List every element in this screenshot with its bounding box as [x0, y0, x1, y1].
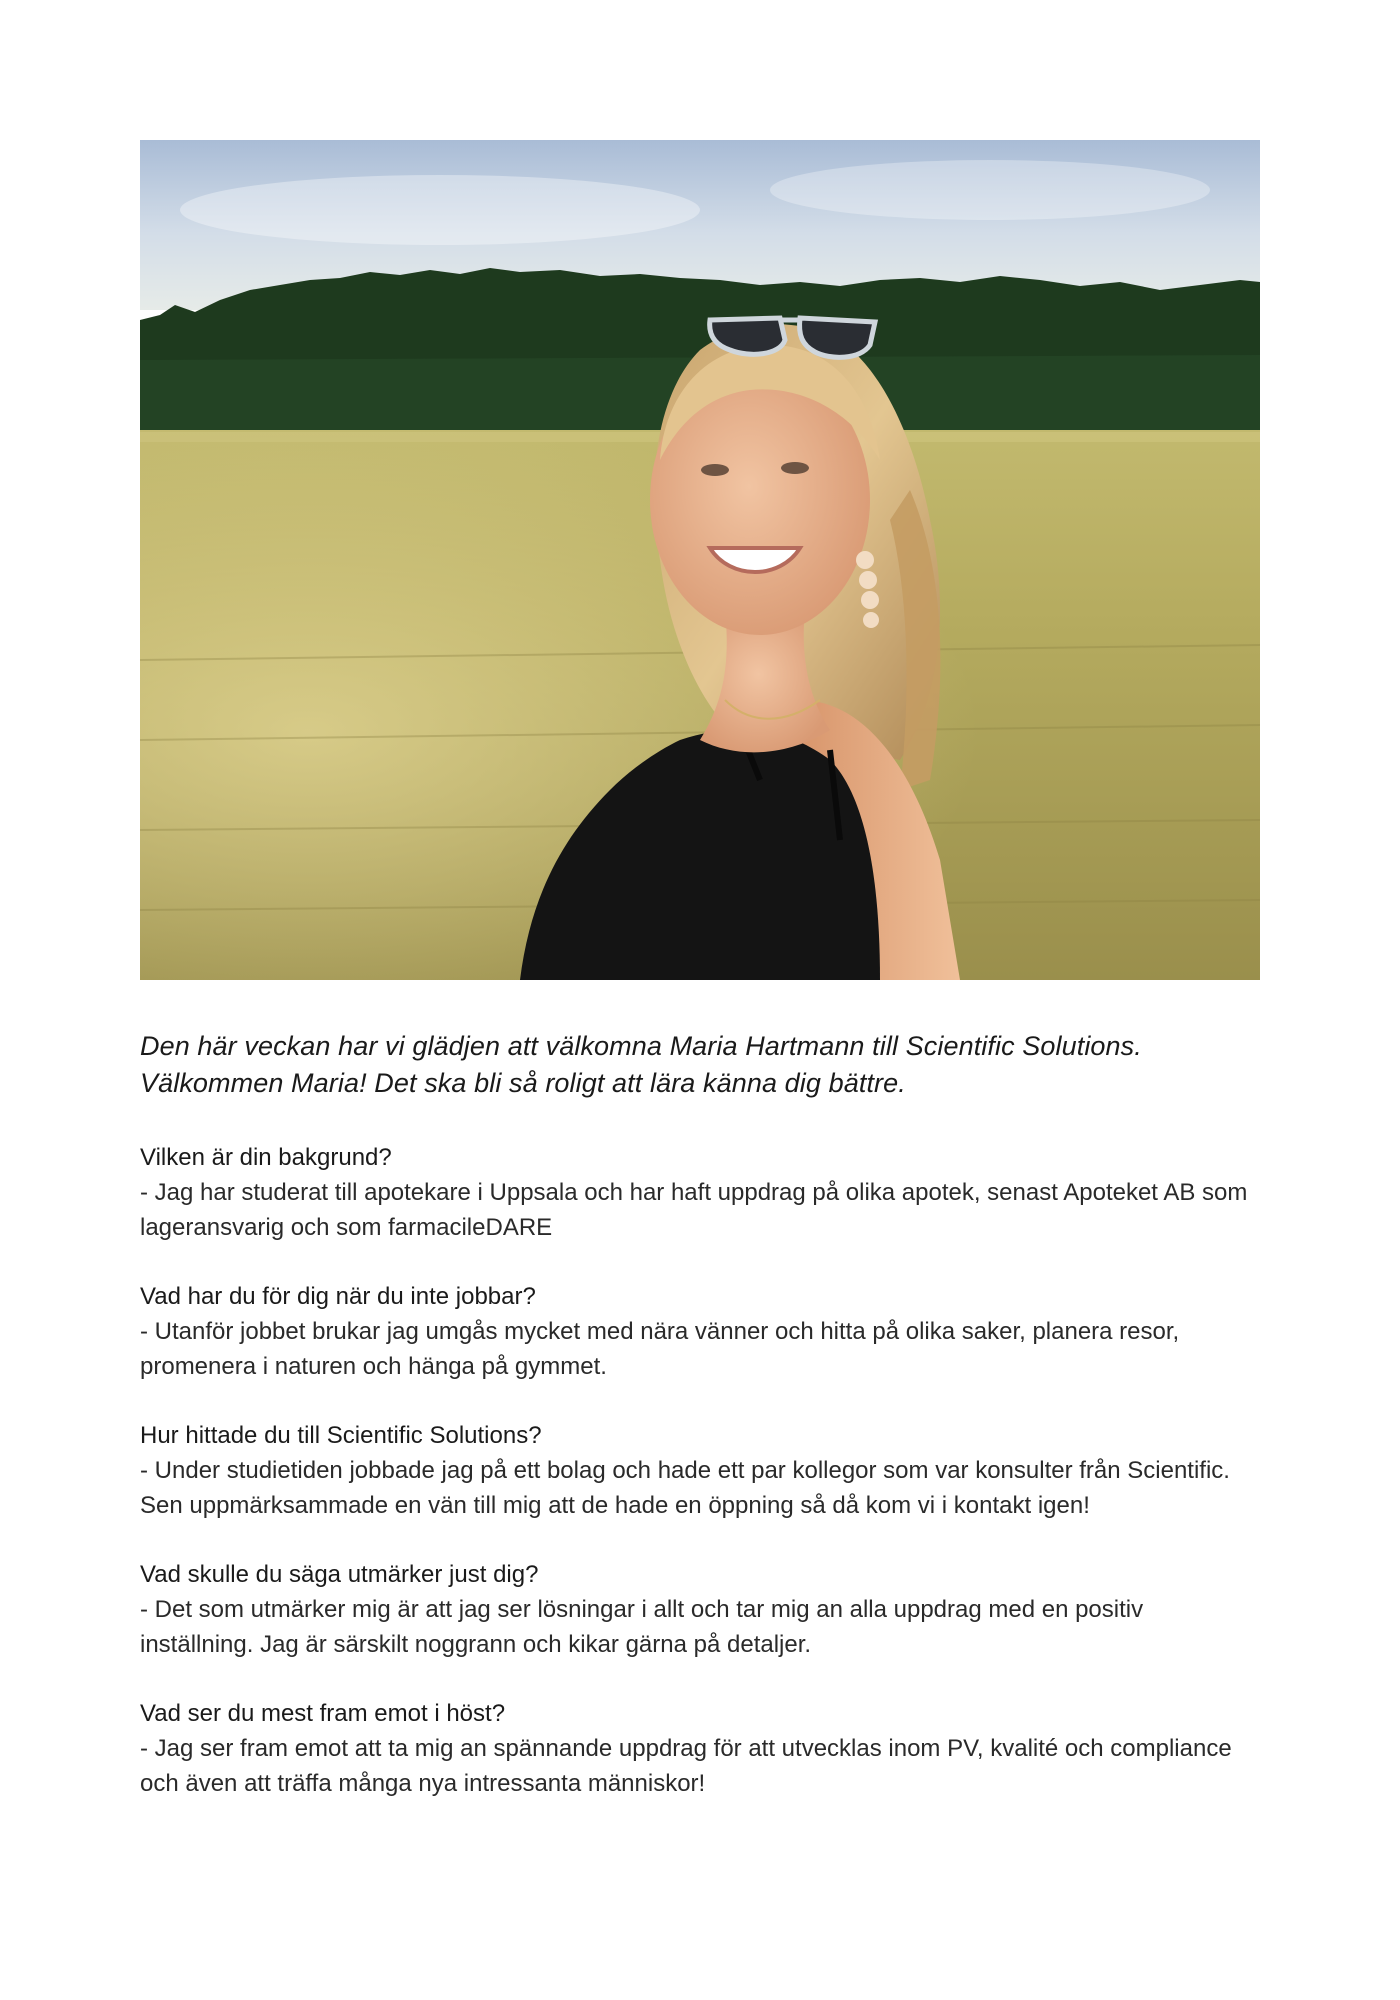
- answer: - Utanför jobbet brukar jag umgås mycket med nära vänner och hitta på olika saker, planera resor, promenera i naturen och hänga på gymmet.: [140, 1318, 1180, 1380]
- intro-text: Den här veckan har vi glädjen att välkomna Maria Hartmann till Scientific Solutions. Välkommen Maria! Det ska bli så roligt att lära känna dig bättre.: [140, 1031, 1142, 1098]
- question: Vad har du för dig när du inte jobbar?: [140, 1283, 536, 1310]
- answer: - Jag ser fram emot att ta mig an spännande uppdrag för att utvecklas inom PV, kvalité och compliance och även att träffa många nya intressanta människor!: [140, 1735, 1232, 1797]
- answer: - Det som utmärker mig är att jag ser lösningar i allt och tar mig an alla uppdrag med en positiv inställning. Jag är särskilt noggrann och kikar gärna på detaljer.: [140, 1596, 1144, 1658]
- qa-item-strengths: [140, 1557, 1260, 1662]
- qa-item-background: [140, 1140, 1260, 1245]
- article: [140, 140, 1260, 1801]
- question: Vad skulle du säga utmärker just dig?: [140, 1561, 539, 1588]
- question: Vad ser du mest fram emot i höst?: [140, 1700, 506, 1727]
- qa-item-autumn: [140, 1696, 1260, 1801]
- question: Vilken är din bakgrund?: [140, 1144, 392, 1171]
- qa-item-free-time: [140, 1279, 1260, 1384]
- question: Hur hittade du till Scientific Solutions?: [140, 1422, 542, 1449]
- portrait-photo: [140, 140, 1260, 980]
- answer: - Under studietiden jobbade jag på ett bolag och hade ett par kollegor som var konsulter från Scientific. Sen uppmärksammade en vän till mig att de hade en öppning så då kom vi i kontakt igen!: [140, 1457, 1230, 1519]
- qa-item-how-found: [140, 1418, 1260, 1523]
- portrait-photo-icon: [140, 140, 1260, 980]
- answer: - Jag har studerat till apotekare i Uppsala och har haft uppdrag på olika apotek, senast Apoteket AB som lageransvarig och som farmacileDARE: [140, 1179, 1248, 1241]
